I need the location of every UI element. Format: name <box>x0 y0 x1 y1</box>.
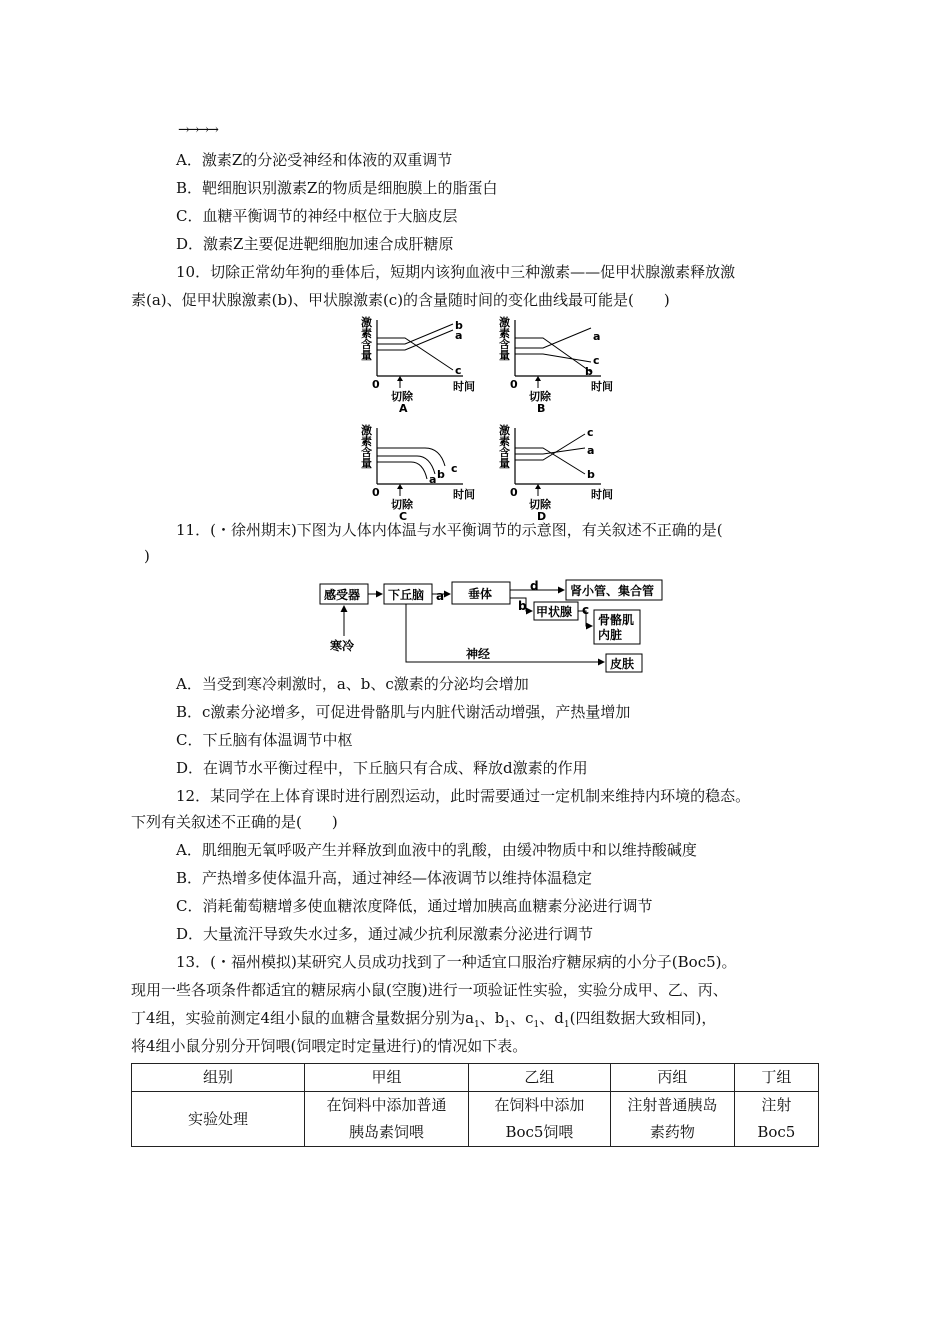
table-cell: 在饲料中添加普通 胰岛素饲喂 <box>305 1092 469 1147</box>
q12-option-a[interactable]: A．肌细胞无氧呼吸产生并释放到血液中的乳酸，由缓冲物质中和以维持酸碱度 <box>176 841 697 859</box>
svg-text:量: 量 <box>499 349 510 362</box>
cut-label: 切除 <box>391 498 413 511</box>
svg-text:素: 素 <box>361 327 372 340</box>
curve-label: b <box>437 468 445 481</box>
skin-box: 皮肤 <box>610 657 635 671</box>
q11-option-a[interactable]: A．当受到寒冷刺激时，a、b、c激素的分泌均会增加 <box>176 675 529 693</box>
arrow-sequence: →→→→ <box>178 122 217 138</box>
cut-label: 切除 <box>529 390 551 403</box>
graph-panel-b <box>498 315 613 415</box>
q12-option-c[interactable]: C．消耗葡萄糖增多使血糖浓度降低，通过增加胰高血糖素分泌进行调节 <box>176 897 653 915</box>
q13-stem-line3: 丁4组，实验前测定4组小鼠的血糖含量数据分别为$a_1$、$b_1$、$c_1$、$d_1$(四组数据大致相同)， <box>131 1009 717 1030</box>
q11-option-c[interactable]: C．下丘脑有体温调节中枢 <box>176 731 353 749</box>
y-axis-label <box>360 423 372 470</box>
curve-label: a <box>587 444 595 457</box>
q12-option-d[interactable]: D．大量流汗导致失水过多，通过减少抗利尿激素分泌进行调节 <box>176 925 594 943</box>
cut-label: 切除 <box>529 498 551 511</box>
origin-label: 0 <box>372 378 380 391</box>
table-cell: 在饲料中添加 Boc5饲喂 <box>468 1092 610 1147</box>
y-axis-label <box>360 315 372 362</box>
svg-text:含: 含 <box>361 446 372 459</box>
panel-label: A <box>399 402 408 415</box>
curve-label: b <box>455 319 463 332</box>
curve-label: b <box>585 365 593 378</box>
table-header-cell: 丙组 <box>610 1064 734 1092</box>
curve-label: a <box>593 330 601 343</box>
svg-text:素: 素 <box>499 327 510 340</box>
curve-label: c <box>455 364 462 377</box>
curve-label: a <box>455 329 463 342</box>
curve-label: c <box>593 354 600 367</box>
table-header-cell: 甲组 <box>305 1064 469 1092</box>
svg-text:含: 含 <box>499 446 510 459</box>
curve-label: b <box>587 468 595 481</box>
svg-text:量: 量 <box>499 457 510 470</box>
svg-text:激: 激 <box>499 316 510 329</box>
svg-text:量: 量 <box>361 457 372 470</box>
q12-stem-line1: 12．某同学在上体育课时进行剧烈运动，此时需要通过一定机制来维持内环境的稳态。 <box>176 787 751 805</box>
q9-option-a[interactable]: A．激素Z的分泌受神经和体液的双重调节 <box>176 151 453 169</box>
y-axis-label <box>498 423 510 470</box>
hormone-a-label: a <box>436 589 445 603</box>
cut-label: 切除 <box>391 390 413 403</box>
receptor-box: 感受器 <box>324 588 361 602</box>
q11-stem-line1: 11．(・徐州期末)下图为人体内体温与水平衡调节的示意图，有关叙述不正确的是( <box>176 521 723 539</box>
cold-label: 寒冷 <box>330 639 355 653</box>
q10-stem-line1: 10．切除正常幼年狗的垂体后，短期内该狗血液中三种激素——促甲状腺激素释放激 <box>176 263 736 281</box>
table-row <box>132 1092 819 1147</box>
svg-text:量: 量 <box>361 349 372 362</box>
origin-label: 0 <box>372 486 380 499</box>
kidney-box: 肾小管、集合管 <box>570 584 655 598</box>
x-axis-label: 时间 <box>453 488 475 501</box>
y-axis-label <box>498 315 510 362</box>
q12-stem-line2: 下列有关叙述不正确的是( ) <box>131 813 338 831</box>
q13-stem-line4: 将4组小鼠分别分开饲喂(饲喂定时定量进行)的情况如下表。 <box>131 1037 528 1055</box>
q9-option-c[interactable]: C．血糖平衡调节的神经中枢位于大脑皮层 <box>176 207 458 225</box>
x-axis-label: 时间 <box>591 380 613 393</box>
svg-text:素: 素 <box>361 435 372 448</box>
q11-option-d[interactable]: D．在调节水平衡过程中，下丘脑只有合成、释放d激素的作用 <box>176 759 588 777</box>
svg-text:素: 素 <box>499 435 510 448</box>
q13-stem-line2: 现用一些各项条件都适宜的糖尿病小鼠(空腹)进行一项验证性实验，实验分成甲、乙、丙、 <box>131 981 728 999</box>
panel-label: B <box>537 402 546 415</box>
q9-option-d[interactable]: D．激素Z主要促进靶细胞加速合成肝糖原 <box>176 235 454 253</box>
curve-label: a <box>429 473 437 486</box>
q9-option-b[interactable]: B．靶细胞识别激素Z的物质是细胞膜上的脂蛋白 <box>176 179 498 197</box>
q12-option-b[interactable]: B．产热增多使体温升高，通过神经—体液调节以维持体温稳定 <box>176 869 593 887</box>
panel-label: C <box>399 510 408 523</box>
q10-graph-figure <box>355 314 635 523</box>
q11-stem-line2: ) <box>144 547 150 565</box>
curve-label: c <box>451 462 458 475</box>
q11-option-b[interactable]: B．c激素分泌增多，可促进骨骼肌与内脏代谢活动增强，产热量增加 <box>176 703 631 721</box>
q13-stem-line1: 13．(・福州模拟)某研究人员成功找到了一种适宜口服治疗糖尿病的小分子(Boc5)。 <box>176 953 737 971</box>
q11-regulation-diagram <box>316 576 676 676</box>
table-header-cell: 乙组 <box>468 1064 610 1092</box>
hormone-d-label: d <box>530 579 539 593</box>
hormone-b-label: b <box>518 599 527 613</box>
q13-experiment-table <box>131 1063 819 1147</box>
nerve-label: 神经 <box>466 647 491 661</box>
svg-text:激: 激 <box>361 424 372 437</box>
graph-panel-d <box>498 423 613 523</box>
thyroid-box: 甲状腺 <box>536 605 573 619</box>
curve-label: c <box>587 426 594 439</box>
hypothalamus-box: 下丘脑 <box>388 588 425 602</box>
panel-label: D <box>537 510 547 523</box>
svg-text:激: 激 <box>361 316 372 329</box>
q10-stem-line2: 素(a)、促甲状腺激素(b)、甲状腺激素(c)的含量随时间的变化曲线最可能是( ) <box>131 291 670 309</box>
table-header-row <box>132 1064 819 1092</box>
graph-panel-a <box>360 315 475 415</box>
svg-text:含: 含 <box>361 338 372 351</box>
muscle-box-line1: 骨骼肌 <box>598 613 635 627</box>
table-header-cell: 组别 <box>132 1064 305 1092</box>
svg-text:含: 含 <box>499 338 510 351</box>
x-axis-label: 时间 <box>591 488 613 501</box>
pituitary-box: 垂体 <box>468 587 493 601</box>
table-cell: 注射普通胰岛 素药物 <box>610 1092 734 1147</box>
muscle-box-line2: 内脏 <box>598 628 623 642</box>
hormone-c-label: c <box>582 603 590 617</box>
origin-label: 0 <box>510 378 518 391</box>
table-cell: 注射 Boc5 <box>734 1092 818 1147</box>
svg-text:激: 激 <box>499 424 510 437</box>
table-header-cell: 丁组 <box>734 1064 818 1092</box>
graph-panel-c <box>360 423 475 523</box>
table-row-label: 实验处理 <box>132 1092 305 1147</box>
x-axis-label: 时间 <box>453 380 475 393</box>
origin-label: 0 <box>510 486 518 499</box>
